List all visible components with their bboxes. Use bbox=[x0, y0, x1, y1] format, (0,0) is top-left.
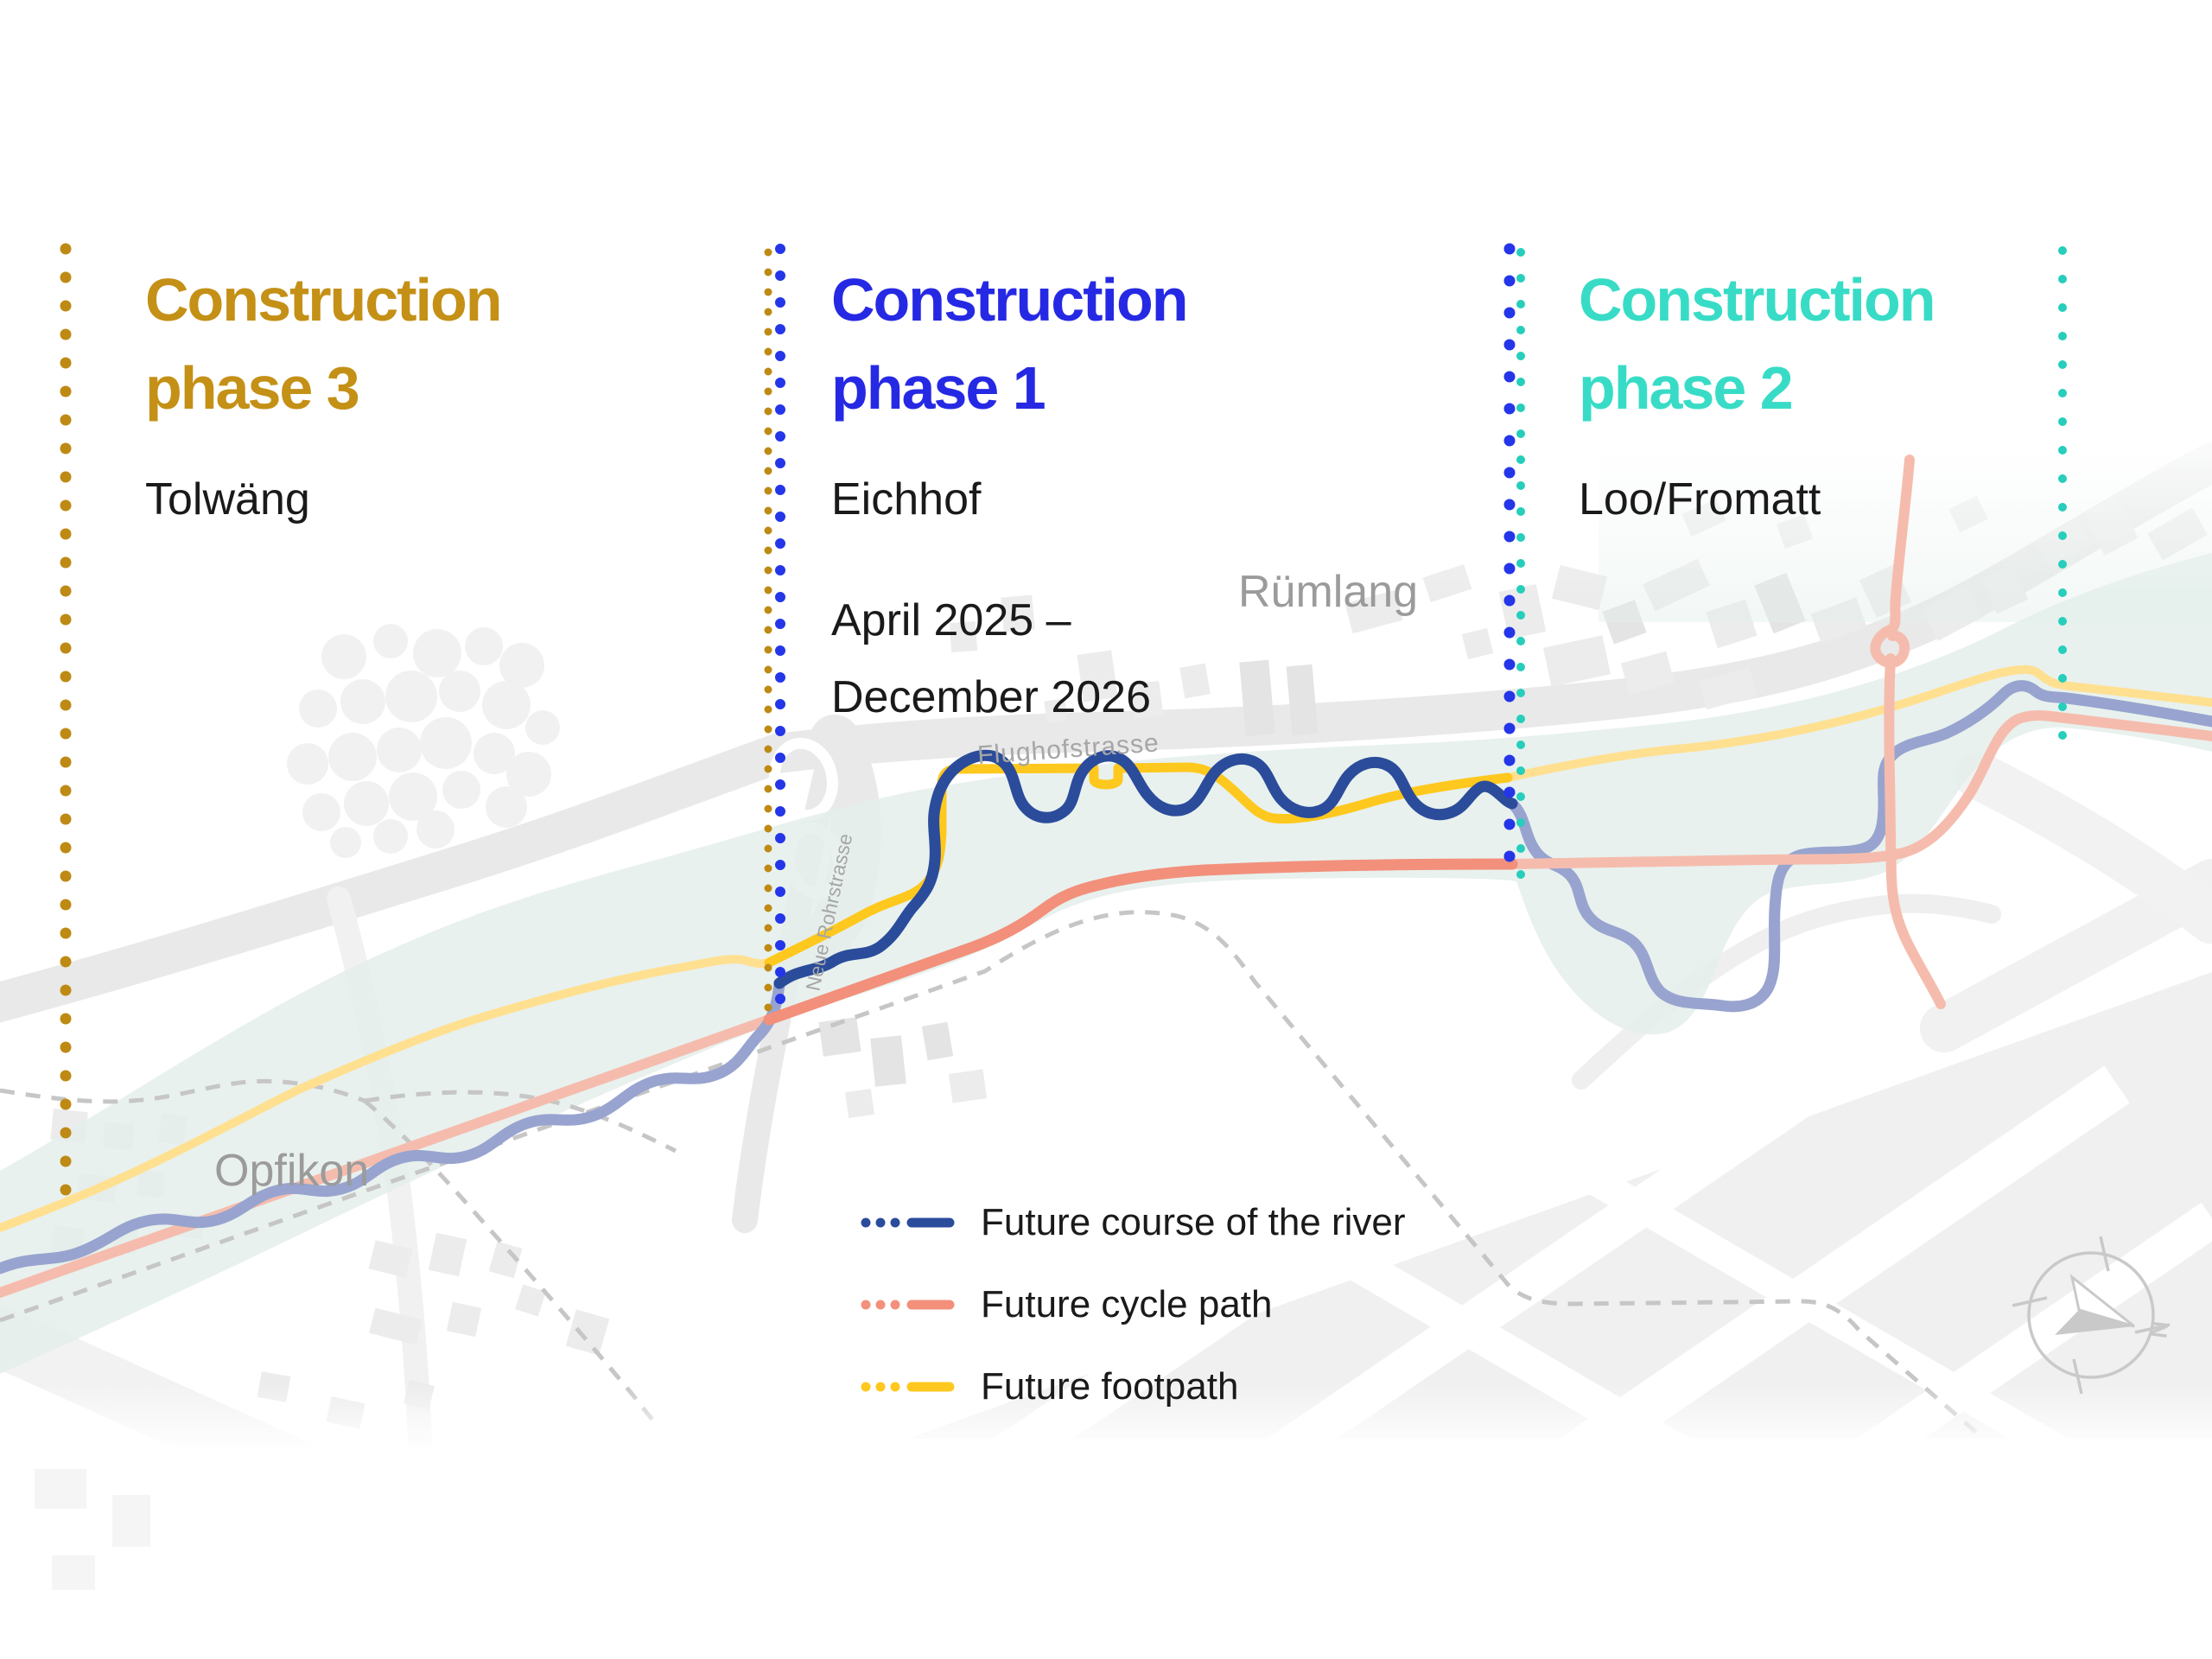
map-legend bbox=[860, 1195, 1406, 1441]
legend-label-river: Future course of the river bbox=[981, 1201, 1406, 1243]
legend-label-cycle: Future cycle path bbox=[981, 1283, 1273, 1325]
phase3-title-line1: Construction bbox=[145, 266, 501, 334]
phase2-label-block bbox=[1579, 256, 1935, 525]
trees-orchard bbox=[287, 624, 560, 858]
street-label-neue-rohrstrasse: Neue Rohrstrasse bbox=[801, 831, 857, 994]
cycle-line-swatch-icon bbox=[860, 1295, 957, 1314]
map-bottom-white bbox=[0, 1450, 2212, 1659]
phase1-date-line2: December 2026 bbox=[831, 672, 1151, 722]
phase1-date-line1: April 2025 – bbox=[831, 595, 1071, 645]
town-label-opfikon: Opfikon bbox=[214, 1146, 370, 1196]
foot-line-swatch-icon bbox=[860, 1377, 957, 1396]
legend-item-cycle bbox=[860, 1277, 1406, 1332]
phase1-dates bbox=[831, 582, 1187, 736]
phase3-label-block bbox=[145, 256, 501, 525]
phase2-title-line1: Construction bbox=[1579, 266, 1935, 334]
legend-item-foot bbox=[860, 1359, 1406, 1414]
phase3-title-line2: phase 3 bbox=[145, 354, 359, 422]
phase3-subtitle: Tolwäng bbox=[145, 474, 310, 524]
compass-north-label: N bbox=[2145, 1319, 2173, 1340]
street-label-flughofstrasse: Flughofstrasse bbox=[976, 728, 1160, 770]
town-label-ruemlang: Rümlang bbox=[1238, 567, 1419, 617]
river-line-swatch-icon bbox=[860, 1213, 957, 1232]
phase1-label-block bbox=[831, 256, 1187, 736]
phase1-title-line2: phase 1 bbox=[831, 354, 1045, 422]
phase2-subtitle: Loo/Fromatt bbox=[1579, 474, 1821, 524]
phase1-title-line1: Construction bbox=[831, 266, 1187, 334]
legend-item-river bbox=[860, 1195, 1406, 1250]
legend-label-foot: Future footpath bbox=[981, 1365, 1239, 1408]
phase2-title-line2: phase 2 bbox=[1579, 354, 1792, 422]
phase1-subtitle: Eichhof bbox=[831, 474, 982, 524]
